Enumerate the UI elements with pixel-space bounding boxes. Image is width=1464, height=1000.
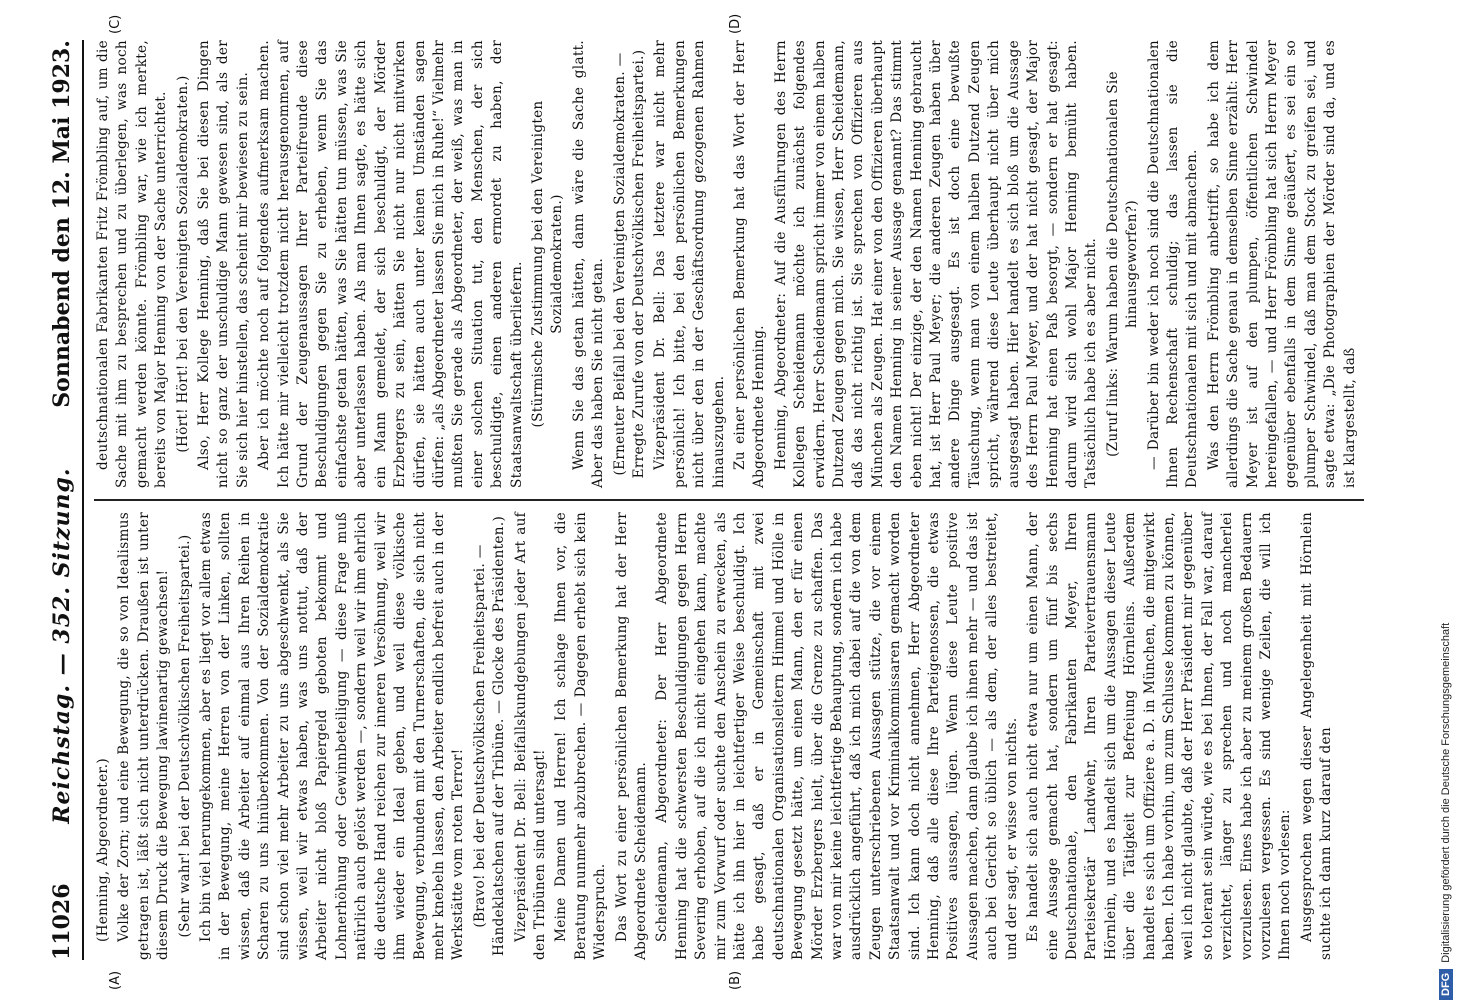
paragraph: Das Wort zu einer persönlichen Bemerkung hat der Herr Abgeordnete Scheidemann. (613, 512, 649, 960)
interjection: (Sehr wahr! bei der Deutschvölkischen Freiheitspartei.) (176, 534, 193, 938)
paragraph: Ich bin viel herumgekommen, aber es liegt vor allem etwas in der Bewegung, meine Herren von der Linken, sollten wissen, daß die Arbeiter auf einmal aus Ihren Reihen in Scharen zu uns hinüberkommen. Von der Sozialdemokratie sind schon viel mehr Arbeiter zu uns abgeschwenkt, als Sie wissen, weil wir etwas haben, was uns nottut, daß der Arbeiter nicht bloß Papiergeld geboten bekommt und Lohnerhöhung oder Gewinnbeteiligung — diese Frage muß natürlich auch gelöst werden —, sondern weil wir ihm ehrlich die deutsche Hand reichen zur inneren Versöhnung, weil wir ihm wieder ein Ideal geben, und weil diese völkische Bewegung, verbunden mit den Turnerschaften, die sich nicht mehr knebeln lassen, den Arbeiter endlich befreit auch in der Werkstätte vom roten Terror! (198, 512, 467, 960)
paragraph: deutschnationalen Fabrikanten Fritz Frömbling auf, um die Sache mit ihm zu besprechen und zu überlegen, was noch gemacht werden könnte. Frömbling war, wie ich merkte, bereits von Major Henning von der Sache unterrichtet. (95, 40, 170, 488)
paragraph: Aber ich möchte noch auf folgendes aufmerksam machen. Ich hätte mir vielleicht trotzdem nicht herausgenommen, auf Grund der Zeugenaussagen Ihrer Parteifreunde diese Beschuldigungen gegen Sie zu erheben, wenn Sie das einfachste getan hätten, was Sie hätten tun müssen, was Sie aber unterlassen haben. Als man Ihnen sagte, es hätte sich ein Mann gemeldet, der sich beschuldigt, der Mörder Erzbergers zu sein, hätten Sie nicht nur nicht mitwirken dürfen, sie hätten auch unter keinen Umständen sagen dürfen: „als Abgeordneter lassen Sie mich in Ruhe!“ Vielmehr mußten Sie gerade als Abgeordneter, der weiß, was man in einer solchen Situation tut, den Menschen, der sich beschuldigte, einen anderen ermordet zu haben, der Staatsanwaltschaft überliefern. (256, 40, 525, 488)
paragraph: Vizepräsident Dr. Bell: Beifallskundgebungen jeder Art auf den Tribünen sind untersagt! (512, 512, 548, 960)
paragraph: Volke der Zorn; und eine Bewegung, die so von Idealismus getragen ist, läßt sich nicht unterdrücken. Draußen ist unter diesem Druck die Bewegung lawinenartig gewachsen! (116, 512, 172, 960)
session-date: Sonnabend den 12. Mai 1923. (49, 40, 75, 408)
session-title: Reichstag. — 352. Sitzung. (49, 467, 75, 824)
paragraph: Es handelt sich auch nicht etwa nur um einen Mann, der eine Aussage gemacht hat, sondern um fünf bis sechs Deutschnationale, den Fabrikanten Meyer, Ihren Parteisekretär Landwehr, Ihren Parteivertrauensmann Hörnlein, und es handelt sich um die Aussagen dieser Leute über die Tätigkeit zur Befreiung Hörnleins. Außerdem handelt es sich um Offiziere a. D. in München, die mitgewirkt haben. Ich habe vorhin, um zum Schlusse kommen zu können, weil ich nicht glaubte, daß der Herr Präsident mir gegenüber so tolerant sein würde, wie es bei Ihnen, der Fall war, darauf verzichtet, länger zu sprechen und noch mancherlei vorzulesen. Eines habe ich aber zu meinem großen Bedauern vorzulesen vergessen. Es sind wenige Zeilen, die will ich Ihnen noch vorlesen: (1025, 512, 1294, 960)
paragraph: Also, Herr Kollege Henning, daß Sie bei diesen Dingen nicht so ganz der unschuldige Mann gewesen sind, als der Sie sich hier hinstellen, das scheint mir bewiesen zu sein. (196, 40, 251, 488)
margin-marker-d: (D) (728, 13, 743, 34)
paragraph: Meine Damen und Herren! Ich schlage Ihnen vor, die Beratung nunmehr abzubrechen. — Dagegen erhebt sich kein Widerspruch. (553, 512, 609, 960)
paragraph: Scheidemann, Abgeordneter: Der Herr Abgeordnete Henning hat die schwersten Beschuldigungen gegen Herrn Severing erhoben, auf die ich nicht eingehen kann, machte mir zum Vorwurf oder suchte den Anschein zu erwecken, als hätte ich ihn hier in leichtfertiger Weise beschuldigt. Ich habe gesagt, daß er in Gemeinschaft mit zwei deutschnationalen Organisationsleitern Himmel und Hölle in Bewegung gesetzt hätte, um einen Mann, den er für einen Mörder Erzbergers hielt, über die Grenze zu schaffen. Das war von mir keine leichtfertige Behauptung, sondern ich habe ausdrücklich angeführt, daß ich mich dabei auf die von dem Zeugen unterschriebenen Aussagen stütze, die vor einem Staatsanwalt und vor Kriminalkommissaren gemacht worden sind. Ich kann doch nicht annehmen, Herr Abgeordneter Henning, daß alle diese Ihre Parteigenossen, die etwas Positives aussagen, lügen. Wenn diese Leute positive Aussagen machen, dann glaube ich ihnen mehr — und das ist auch bei Gericht so üblich — als dem, der alles bestreitet, und der sagt, er wisse von nichts. (654, 512, 1020, 960)
interjection: (Erneuter Beifall bei den Vereinigten Sozialdemokraten. — Erregte Zurufe von der Deutschvölkischen Freiheitspartei.) (611, 49, 647, 479)
right-text-column (94, 40, 1374, 488)
column-divider (94, 499, 1364, 501)
paragraph: Zu einer persönlichen Bemerkung hat das Wort der Herr Abgeordnete Henning. (732, 40, 768, 488)
interjection: (Bravo! bei der Deutschvölkischen Freiheitspartei. — Händeklatschen auf der Tribüne. — Glocke des Präsidenten.) (471, 515, 508, 957)
paragraph: (Henning, Abgeordneter.) (95, 758, 111, 942)
interjection: (Hört! Hört! bei den Vereinigten Sozialdemokraten.) (174, 75, 191, 453)
page-header (42, 40, 84, 960)
paragraph: Vizepräsident Dr. Bell: Das letztere war nicht mehr persönlich! Ich bitte, bei den persönlichen Bemerkungen nicht über den in der Geschäftsordnung gezogenen Rahmen hinauszugehen. (652, 40, 727, 488)
digitization-sidebar (1398, 0, 1452, 1000)
margin-marker-c: (C) (108, 14, 123, 34)
rotated-page (28, 0, 1388, 1000)
paragraph: Ausgesprochen wegen dieser Angelegenheit mit Hörnlein suchte ich dann kurz darauf den (1298, 512, 1335, 960)
paragraph: Was den Herrn Frömbling anbetrifft, so habe ich dem allerdings die Sache genau in demselben Sinne erzählt: Herr Meyer ist auf den plumpen, öffentlichen Schwindel hereingefallen, — und Herr Frömbling hat sich Herrn Meyer gegenüber ebenfalls in dem Sinne geäußert, es sei ein so plumper Schwindel, daß man dem Stock zu greifen sei, und sagte etwa: „Die Photographien der Mörder sind da, und es ist klargestellt, daß (1205, 40, 1358, 488)
paragraph: — Darüber bin weder ich noch sind die Deutschnationalen Ihnen Rechenschaft schuldig; das lassen sie die Deutschnationalen mit sich und mit abmachen. (1145, 40, 1201, 488)
paragraph: Wenn Sie das getan hätten, dann wäre die Sache glatt. Aber das haben Sie nicht getan. (570, 40, 607, 488)
margin-marker-a: (A) (108, 970, 123, 990)
paragraph: Henning, Abgeordneter: Auf die Ausführungen des Herrn Kollegen Scheidemann möchte ich zunächst folgendes erwidern. Herr Scheidemann spricht immer von einem halben Dutzend Zeugen gegen mich. Sie wissen, Herr Scheidemann, daß das nicht richtig ist. Sie sprechen von Offizieren aus München als Zeugen. Hat einer von den Offizieren überhaupt den Namen Henning in seiner Aussage genannt? Das stimmt eben nicht! Der einzige, der den Namen Henning gebraucht hat, ist Herr Paul Meyer; die anderen Zeugen haben über andere Dinge ausgesagt. Es ist doch eine bewußte Täuschung, wenn man von einem halben Dutzend Zeugen spricht, während diese Leute überhaupt nicht über mich ausgesagt haben. Hier handelt es sich bloß um die Aussage des Herrn Paul Meyer, und der hat nicht gesagt, der Major Henning hat einen Paß besorgt, — sondern er hat gesagt: darum wird sich wohl Major Henning bemüht haben. Tatsächlich habe ich es aber nicht. (772, 40, 1100, 488)
digitization-credit (1428, 0, 1464, 1000)
interjection: (Zuruf links: Warum haben die Deutschnationalen Sie hinausgeworfen?) (1104, 71, 1141, 457)
page-number: 11026 (49, 883, 75, 960)
interjection: (Stürmische Zustimmung bei den Vereinigten Sozialdemokraten.) (529, 100, 566, 428)
margin-marker-b: (B) (728, 970, 743, 990)
dfg-logo: DFG (1439, 969, 1453, 1000)
credit-text: Digitalisierung gefördert durch die Deutsche Forschungsgemeinschaft (1440, 622, 1452, 963)
left-text-column (94, 512, 1374, 960)
